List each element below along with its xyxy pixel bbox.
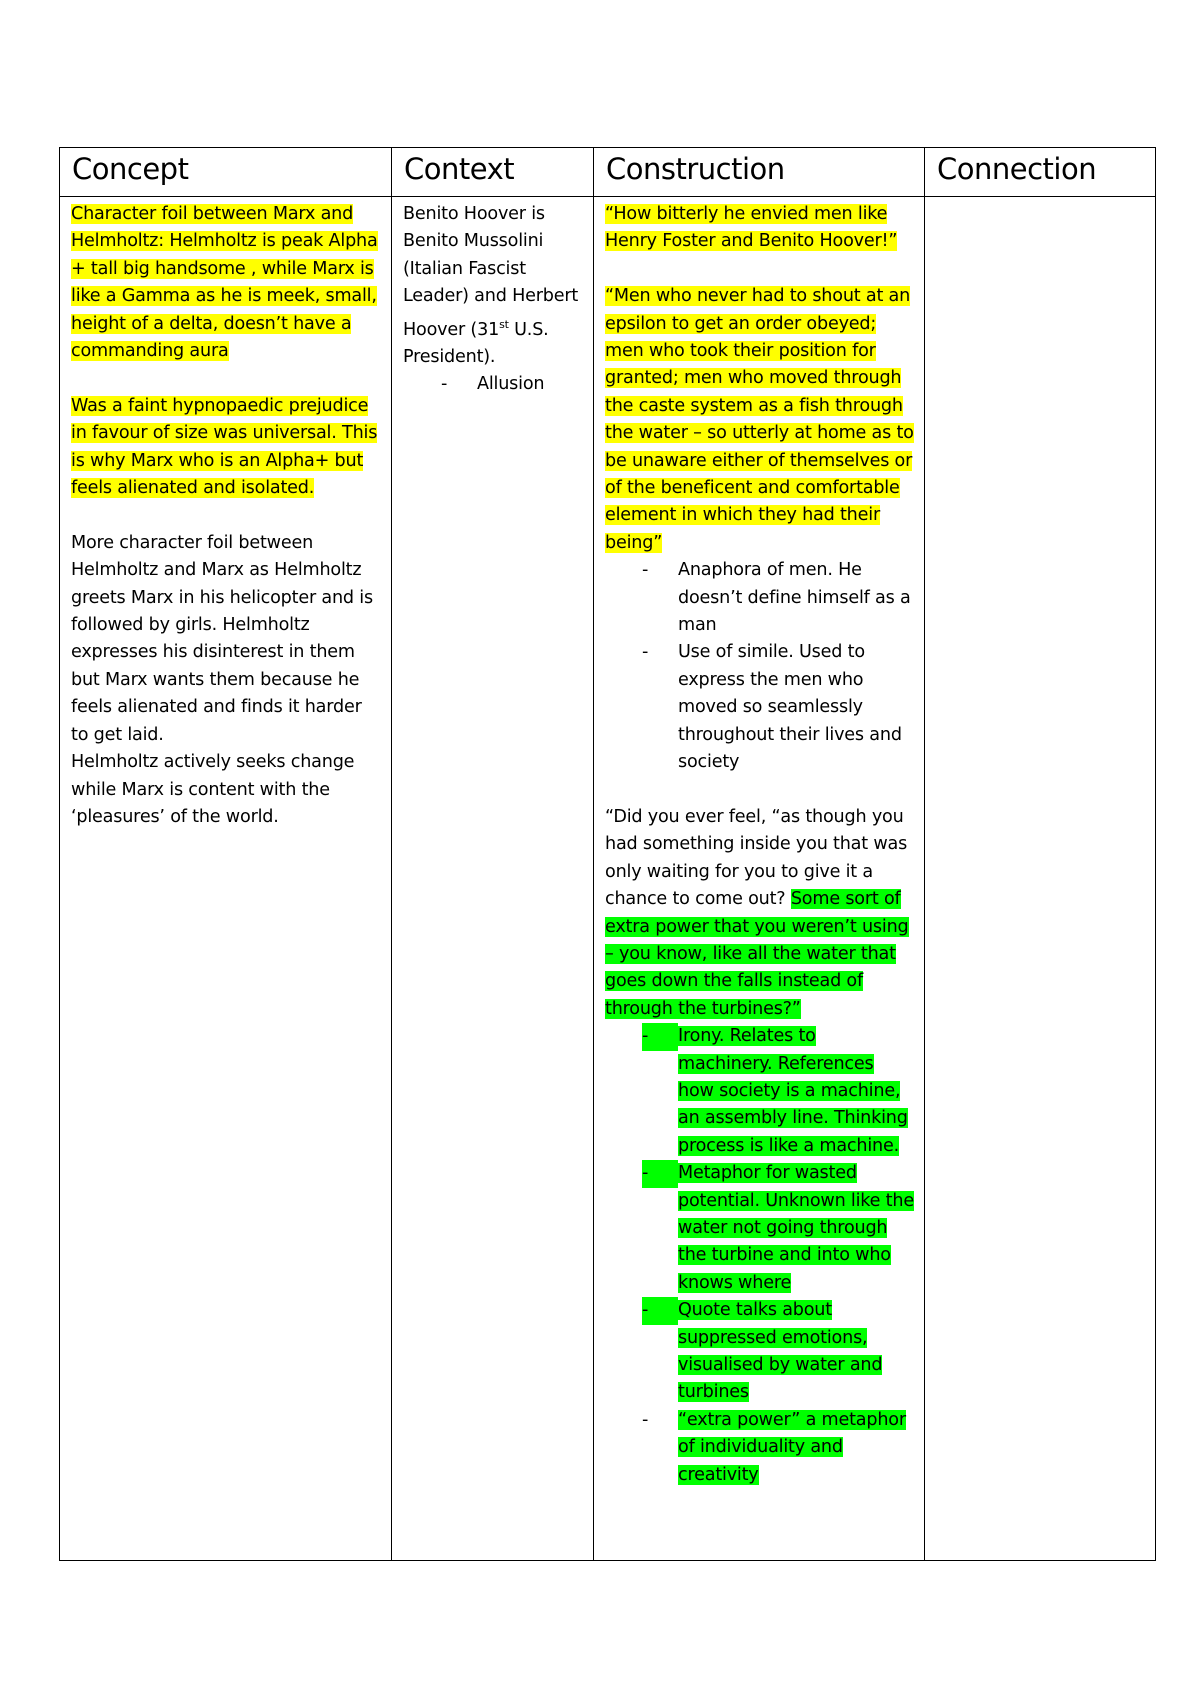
context-cell [392,197,594,1561]
dash-bullet-highlight: - [642,1297,678,1324]
context-superscript: st [499,317,509,331]
dash-bullet: - [642,642,649,663]
header-connection: Connection [925,148,1156,197]
note-text: “extra power” a metaphor of individuality and creativity [678,1409,906,1485]
context-list [403,371,583,398]
notes-table [59,147,1156,1561]
list-item [605,557,914,639]
concept-highlight-2: Was a faint hypnopaedic prejudice in favour of size was universal. This is why Marx who is an Alpha+ but feels alienated and isolated. [71,395,378,499]
header-concept: Concept [60,148,392,197]
concept-highlight-1: Character foil between Marx and Helmholtz: Helmholtz is peak Alpha + tall big handsome , while Marx is like a Gamma as he is meek, small, height of a delta, doesn’t have a commanding aura [71,204,378,362]
header-construction: Construction [594,148,925,197]
note-text: Irony. Relates to machinery. References how society is a machine, an assembly line. Thinking process is like a machine. [678,1026,908,1156]
quote-2-highlight: “Men who never had to shout at an epsilon to get an order obeyed; men who took their position for granted; men who moved through the caste system as a fish through the water – so utterly at home as to be unaware either of themselves or of the beneficent and comfortable element in which they had their being” [605,286,914,553]
dash-bullet [642,1297,656,1324]
content-row [60,197,1156,1561]
note-text: Metaphor for wasted potential. Unknown like the water not going through the turbine and into who knows where [678,1163,914,1293]
note-text: Use of simile. Used to express the men who moved so seamlessly throughout their lives and society [678,642,902,773]
dash-bullet: - [441,374,448,395]
quote-2-notes [605,557,914,776]
quote-3-highlight: Some sort of extra power that you weren’t using – you know, like all the water that goes down the falls instead of through the turbines?” [605,889,909,1019]
dash-bullet: - [642,560,649,581]
quote-3-plain: “Did you ever feel, “as though you had something inside you that was only waiting for you to give it a chance to come out? [605,806,908,910]
list-item [605,1023,914,1160]
header-context: Context [392,148,594,197]
list-item [605,1160,914,1297]
construction-quote-2 [605,283,914,557]
construction-quote-1 [605,201,914,256]
dash-bullet [642,1160,656,1187]
dash-bullet: - [642,1409,649,1430]
dash-bullet-highlight: - [642,1023,678,1050]
construction-quote-3 [605,804,914,1023]
note-text: Quote talks about suppressed emotions, visualised by water and turbines [678,1300,883,1403]
concept-paragraph-4: Helmholtz actively seeks change while Marx is content with the ‘pleasures’ of the world. [71,752,355,827]
concept-cell [60,197,392,1561]
construction-cell [594,197,925,1561]
list-item [605,1297,914,1407]
connection-cell [925,197,1156,1561]
note-text: Anaphora of men. He doesn’t define himself as a man [678,560,911,636]
quote-1-highlight: “How bitterly he envied men like Henry Foster and Benito Hoover!” [605,204,898,252]
context-text-b: U.S. President). [403,319,549,367]
dash-bullet [642,1023,656,1050]
concept-paragraph-2 [71,393,381,503]
context-paragraph [403,201,583,371]
header-row [60,148,1156,197]
list-item [605,1407,914,1489]
concept-paragraph-3: More character foil between Helmholtz and Marx as Helmholtz greets Marx in his helicopter and is followed by girls. Helmholtz expresses his disinterest in them but Marx wants them because he feels alienated and finds it harder to get laid. [71,532,373,745]
concept-paragraph-1 [71,201,381,365]
list-item [605,639,914,776]
context-text-a: Benito Hoover is Benito Mussolini (Italian Fascist Leader) and Herbert Hoover (31 [403,204,579,340]
dash-bullet-highlight: - [642,1160,678,1187]
context-list-text: Allusion [477,374,545,395]
quote-3-notes [605,1023,914,1489]
context-list-item [403,371,583,398]
